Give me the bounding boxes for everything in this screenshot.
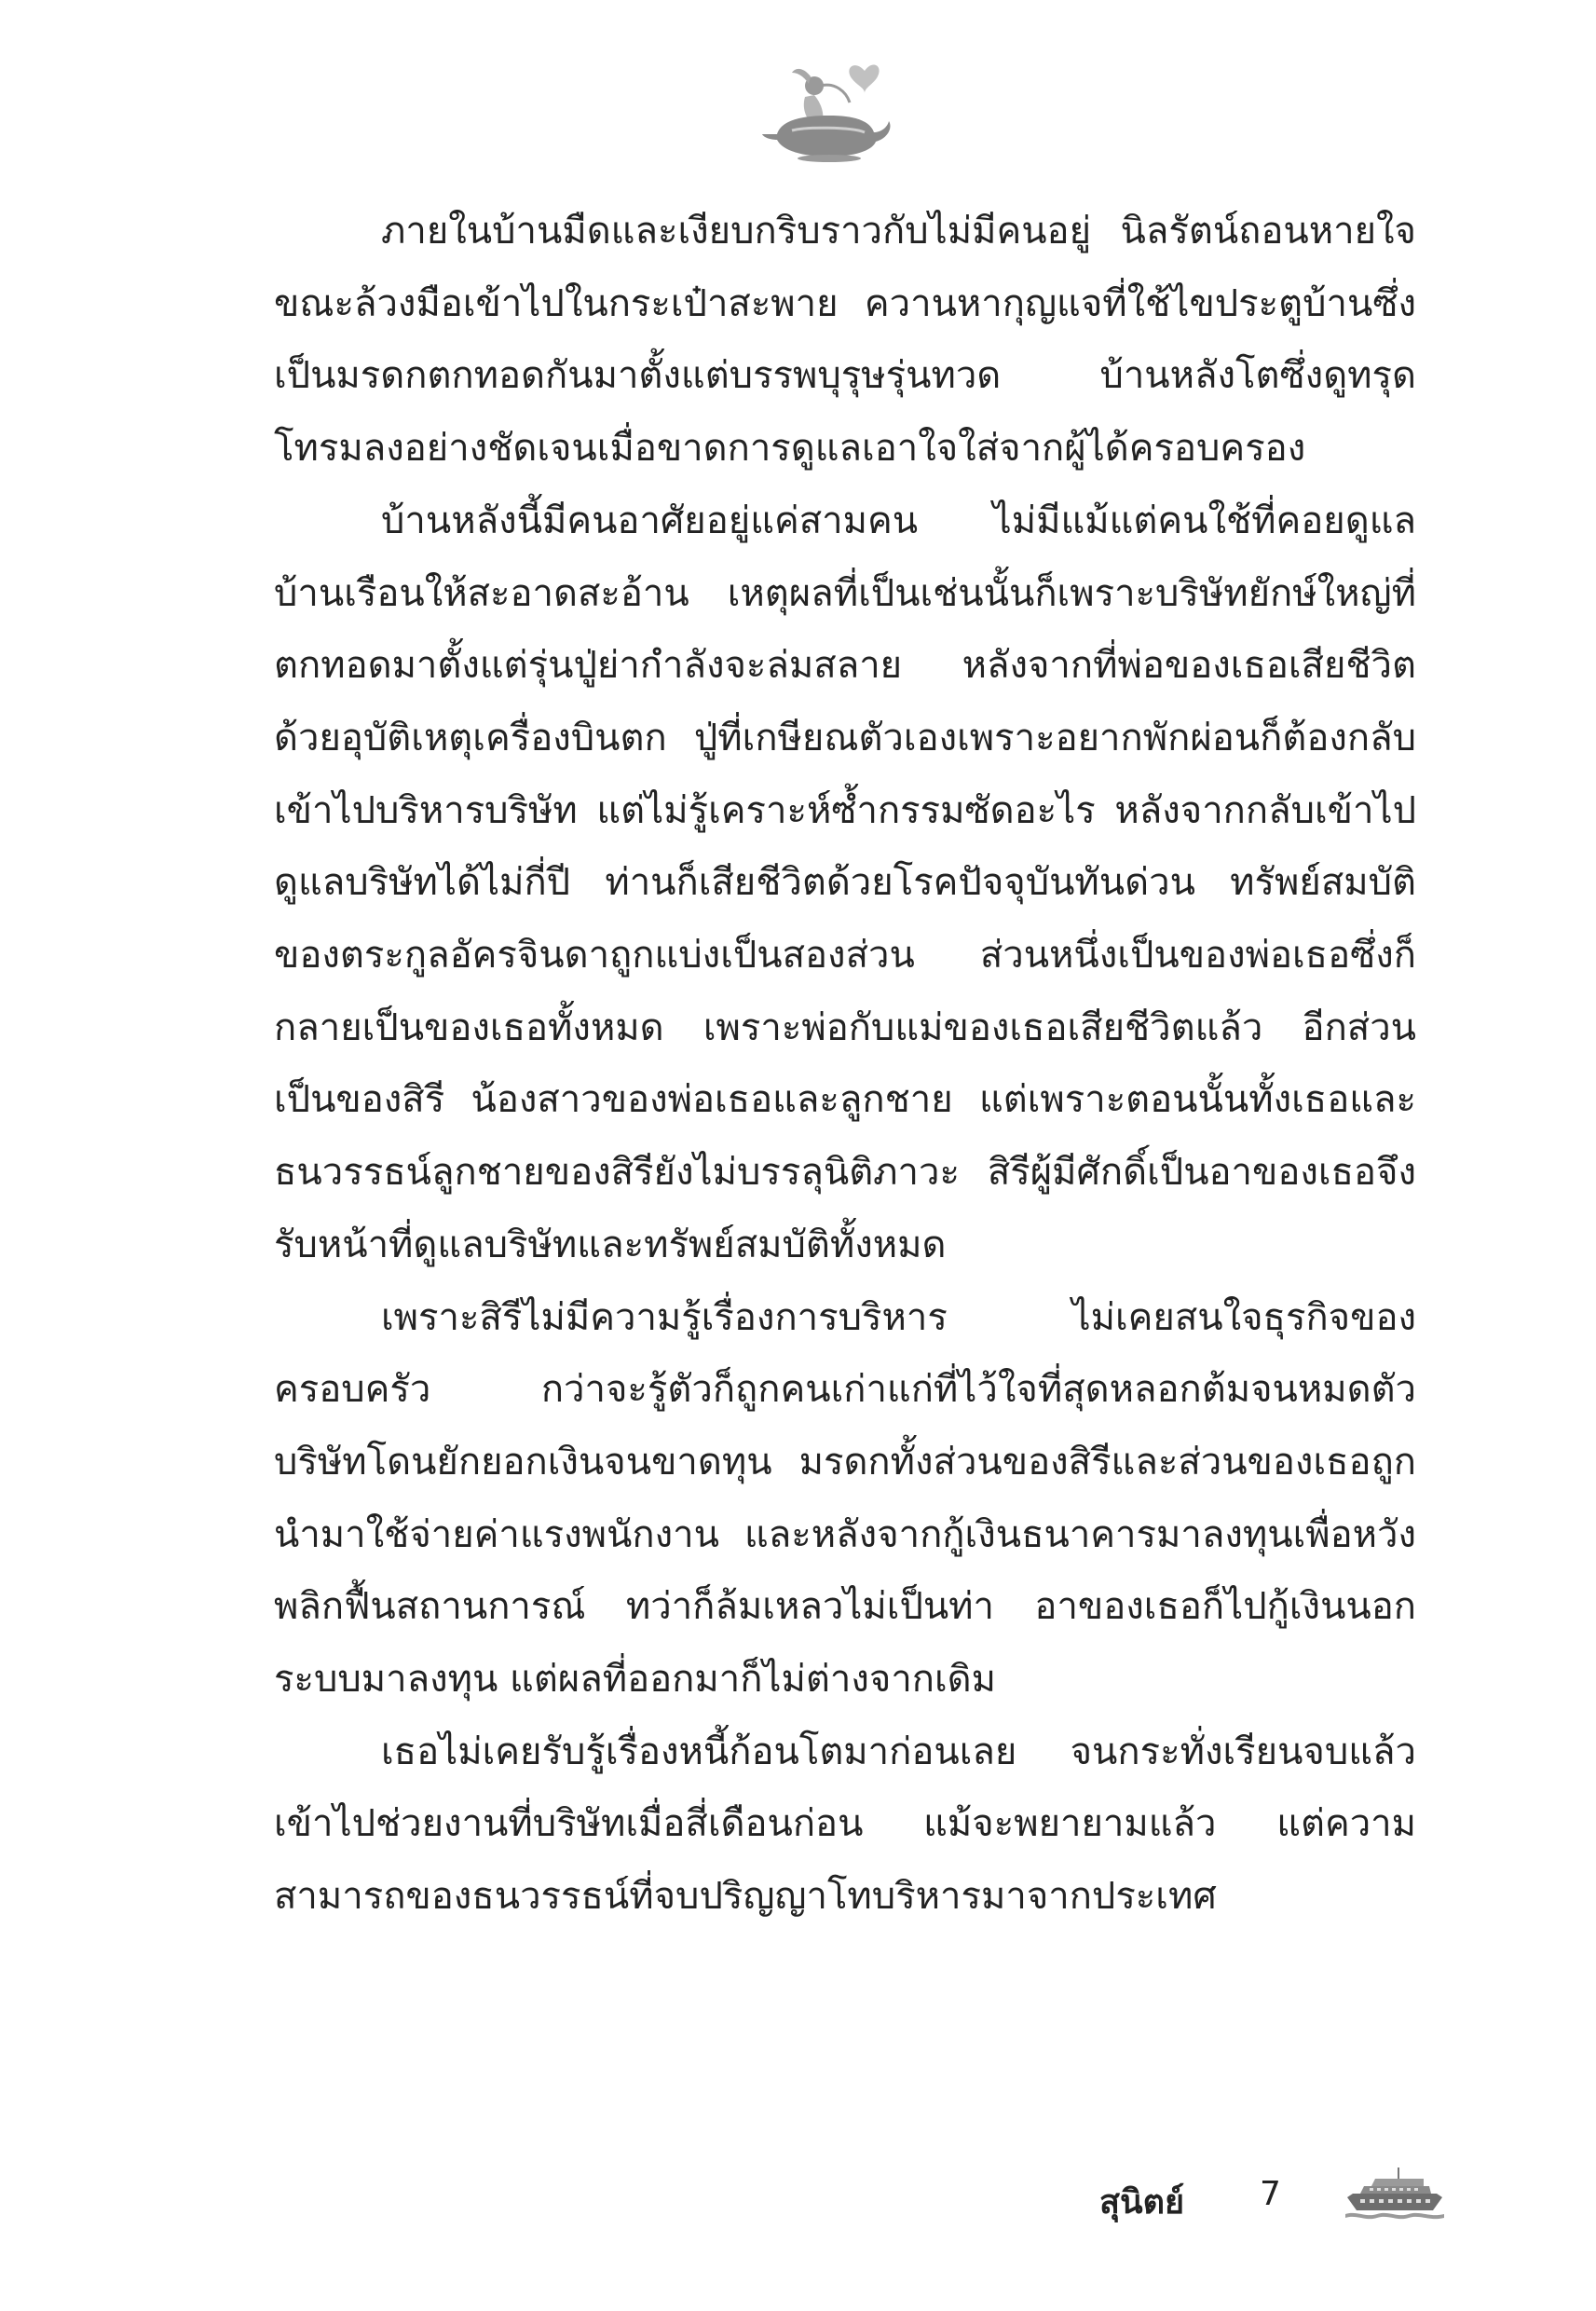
lamp-ornament-icon bbox=[755, 54, 904, 166]
book-title: สุนิตย์ bbox=[1099, 2183, 1185, 2222]
paragraph: เธอไม่เคยรับรู้เรื่องหนี้ก้อนโตมาก่อนเลย จนกระทั่งเรียนจบแล้วเข้าไปช่วยงานที่บริษัทเมื่อสี่เดือนก่อน แม้จะพยายามแล้ว แต่ความสามารถของธนวรรธน์ที่จบปริญญาโทบริหารมาจากประเทศ bbox=[274, 1730, 1416, 1919]
ship-icon bbox=[1344, 2164, 1446, 2222]
paragraph: เพราะสิรีไม่มีความรู้เรื่องการบริหาร ไม่เคยสนใจธุรกิจของครอบครัว กว่าจะรู้ตัวก็ถูกคนเก่าแก่ที่ไว้ใจที่สุดหลอกต้มจนหมดตัว บริษัทโดนยักยอกเงินจนขาดทุน มรดกทั้งส่วนของสิรีและส่วนของเธอถูกนำมาใช้จ่ายค่าแรงพนักงาน และหลังจากกู้เงินธนาคารมาลงทุนเพื่อหวังพลิกฟื้นสถานการณ์ ทว่าก็ล้มเหลวไม่เป็นท่า อาของเธอก็ไปกู้เงินนอกระบบมาลงทุน แต่ผลที่ออกมาก็ไม่ต่างจากเดิม bbox=[274, 1295, 1416, 1702]
page-footer bbox=[1099, 2162, 1472, 2236]
page-number: 7 bbox=[1260, 2175, 1281, 2213]
body-text bbox=[274, 196, 1416, 1934]
paragraph: บ้านหลังนี้มีคนอาศัยอยู่แค่สามคน ไม่มีแม้แต่คนใช้ที่คอยดูแลบ้านเรือนให้สะอาดสะอ้าน เหตุผลที่เป็นเช่นนั้นก็เพราะบริษัทยักษ์ใหญ่ที่ตกทอดมาตั้งแต่รุ่นปู่ย่ากำลังจะล่มสลาย หลังจากที่พ่อของเธอเสียชีวิตด้วยอุบัติเหตุเครื่องบินตก ปู่ที่เกษียณตัวเองเพราะอยากพักผ่อนก็ต้องกลับเข้าไปบริหารบริษัท แต่ไม่รู้เคราะห์ซ้ำกรรมซัดอะไร หลังจากกลับเข้าไปดูแลบริษัทได้ไม่กี่ปี ท่านก็เสียชีวิตด้วยโรคปัจจุบันทันด่วน ทรัพย์สมบัติของตระกูลอัครจินดาถูกแบ่งเป็นสองส่วน ส่วนหนึ่งเป็นของพ่อเธอซึ่งก็กลายเป็นของเธอทั้งหมด เพราะพ่อกับแม่ของเธอเสียชีวิตแล้ว อีกส่วนเป็นของสิรี น้องสาวของพ่อเธอและลูกชาย แต่เพราะตอนนั้นทั้งเธอและธนวรรธน์ลูกชายของสิรียังไม่บรรลุนิติภาวะ สิรีผู้มีศักดิ์เป็นอาของเธอจึงรับหน้าที่ดูแลบริษัทและทรัพย์สมบัติทั้งหมด bbox=[274, 499, 1416, 1266]
paragraph: ภายในบ้านมืดและเงียบกริบราวกับไม่มีคนอยู่ นิลรัตน์ถอนหายใจขณะล้วงมือเข้าไปในกระเป๋าสะพาย ควานหากุญแจที่ใช้ไขประตูบ้านซึ่งเป็นมรดกตกทอดกันมาตั้งแต่บรรพบุรุษรุ่นทวด บ้านหลังโตซึ่งดูทรุดโทรมลงอย่างชัดเจนเมื่อขาดการดูแลเอาใจใส่จากผู้ได้ครอบครอง bbox=[274, 210, 1416, 471]
